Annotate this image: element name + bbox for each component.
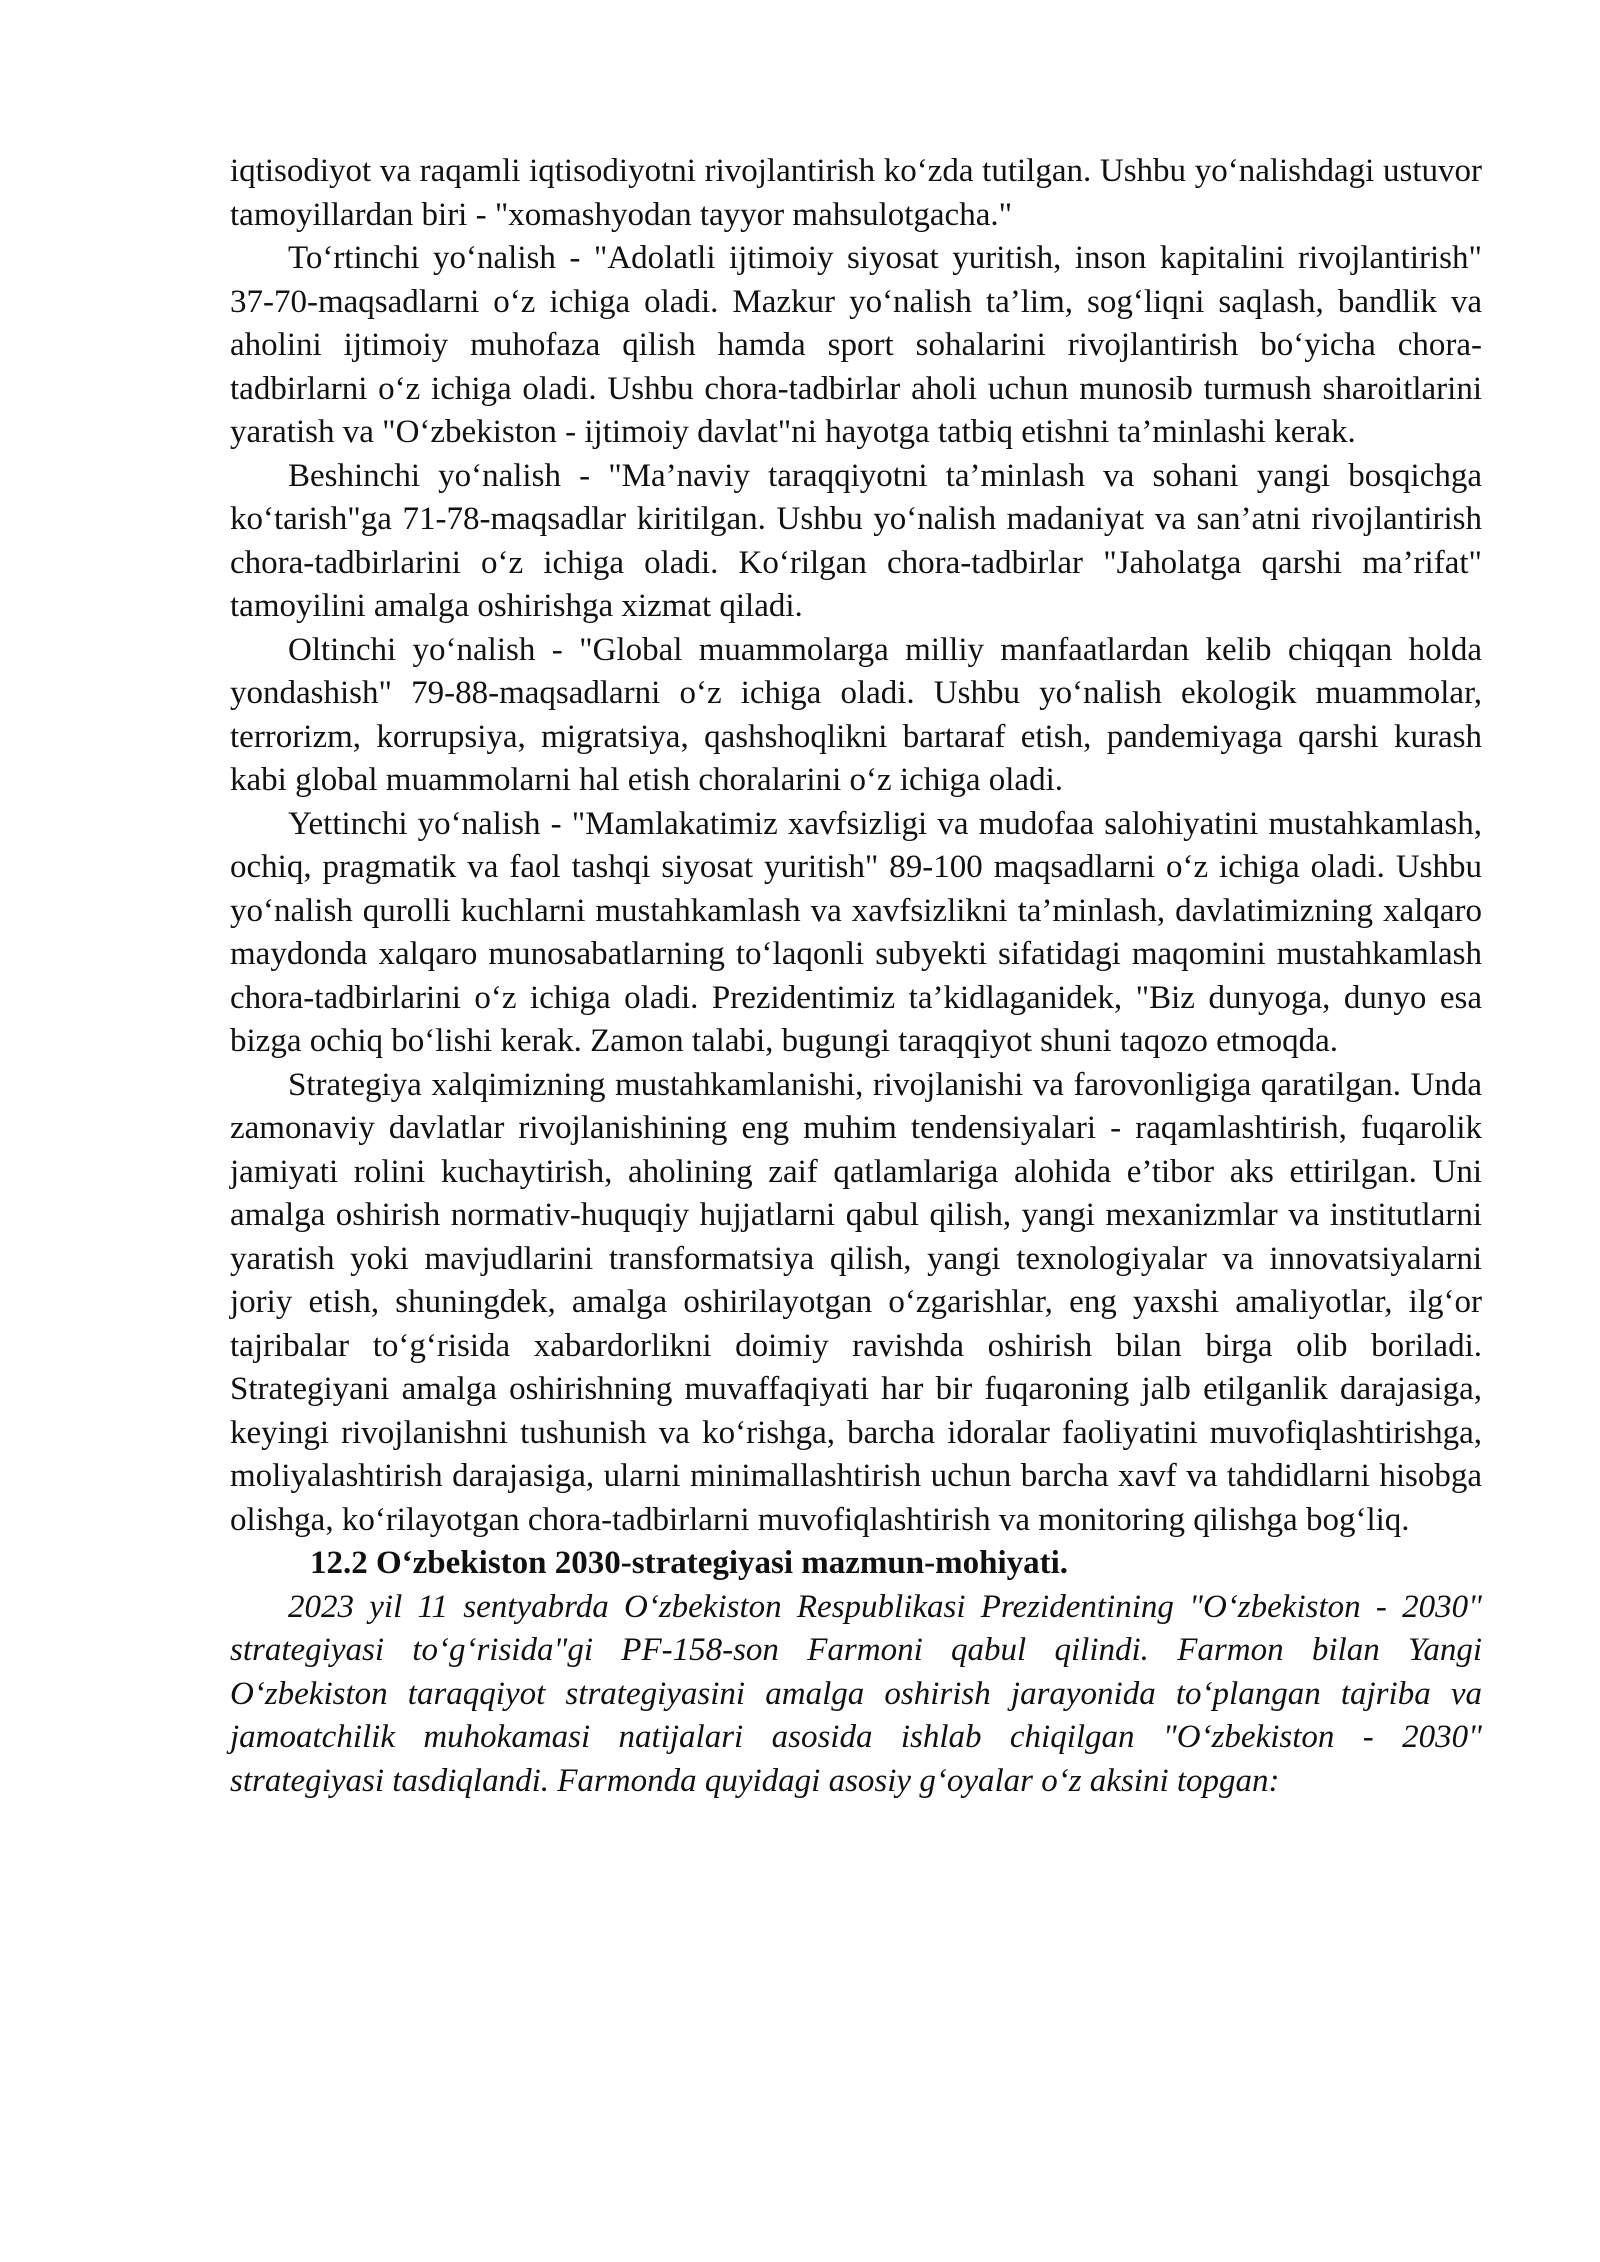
section-heading: 12.2 O‘zbekiston 2030-strategiyasi mazmun-mohiyati. <box>310 1545 1069 1581</box>
document-page <box>230 150 1482 1803</box>
paragraph-sixth-direction: Oltinchi yo‘nalish - "Global muammolarga milliy manfaatlardan kelib chiqqan holda yondashish" 79-88-maqsadlarni o‘z ichiga oladi. Ushbu yo‘nalish ekologik muammolar, terrorizm, korrupsiya, migratsiya, qashshoqlikni bartaraf etish, pandemiyaga qarshi kurash kabi global muammolarni hal etish choralarini o‘z ichiga oladi. <box>230 631 1482 798</box>
paragraph-strategy-overview: Strategiya xalqimizning mustahkamlanishi, rivojlanishi va farovonligiga qaratilgan. Unda zamonaviy davlatlar rivojlanishining eng muhim tendensiyalari - raqamlashtirish, fuqarolik jamiyati rolini kuchaytirish, aholining zaif qatlamlariga alohida e’tibor aks ettirilgan. Uni amalga oshirish normativ-huquqiy hujjatlarni qabul qilish, yangi mexanizmlar va institutlarni yaratish yoki mavjudlarini transformatsiya qilish, yangi texnologiyalar va innovatsiyalarni joriy etish, shuningdek, amalga oshirilayotgan o‘zgarishlar, eng yaxshi amaliyotlar, ilg‘or tajribalar to‘g‘risida xabardorlikni doimiy ravishda oshirish bilan birga olib boriladi. Strategiyani amalga oshirishning muvaffaqiyati har bir fuqaroning jalb etilganlik darajasiga, keyingi rivojlanishni tushunish va ko‘rishga, barcha idoralar faoliyatini muvofiqlashtirishga, moliyalashtirish darajasiga, ularni minimallashtirish uchun barcha xavf va tahdidlarni hisobga olishga, ko‘rilayotgan chora-tadbirlarni muvofiqlashtirish va monitoring qilishga bog‘liq. <box>230 1066 1482 1538</box>
paragraph-seventh-direction: Yettinchi yo‘nalish - "Mamlakatimiz xavfsizligi va mudofaa salohiyatini mustahkamlash, ochiq, pragmatik va faol tashqi siyosat yuritish" 89-100 maqsadlarni o‘z ichiga oladi. Ushbu yo‘nalish qurolli kuchlarni mustahkamlash va xavfsizlikni ta’minlash, davlatimizning xalqaro maydonda xalqaro munosabatlarning to‘laqonli subyekti sifatidagi maqomini mustahkamlash chora-tadbirlarini o‘z ichiga oladi. Prezidentimiz ta’kidlaganidek, "Biz dunyoga, dunyo esa bizga ochiq bo‘lishi kerak. Zamon talabi, bugungi taraqqiyot shuni taqozo etmoqda. <box>230 805 1482 1059</box>
paragraph-decree-italic: 2023 yil 11 sentyabrda O‘zbekiston Respublikasi Prezidentining "O‘zbekiston - 2030" strategiyasi to‘g‘risida"gi PF-158-son Farmoni qabul qilindi. Farmon bilan Yangi O‘zbekiston taraqqiyot strategiyasini amalga oshirish jarayonida to‘plangan tajriba va jamoatchilik muhokamasi natijalari asosida ishlab chiqilgan "O‘zbekiston - 2030" strategiyasi tasdiqlandi. Farmonda quyidagi asosiy g‘oyalar o‘z aksini topgan: <box>230 1588 1482 1799</box>
paragraph-digital-economy: iqtisodiyot va raqamli iqtisodiyotni rivojlantirish ko‘zda tutilgan. Ushbu yo‘nalishdagi ustuvor tamoyillardan biri - "xomashyodan tayyor mahsulotgacha." <box>230 153 1482 233</box>
paragraph-fourth-direction: To‘rtinchi yo‘nalish - "Adolatli ijtimoiy siyosat yuritish, inson kapitalini rivojlantirish" 37-70-maqsadlarni o‘z ichiga oladi. Mazkur yo‘nalish ta’lim, sog‘liqni saqlash, bandlik va aholini ijtimoiy muhofaza qilish hamda sport sohalarini rivojlantirish bo‘yicha chora-tadbirlarni o‘z ichiga oladi. Ushbu chora-tadbirlar aholi uchun munosib turmush sharoitlarini yaratish va "O‘zbekiston - ijtimoiy davlat"ni hayotga tatbiq etishni ta’minlashi kerak. <box>230 240 1482 450</box>
paragraph-fifth-direction: Beshinchi yo‘nalish - "Ma’naviy taraqqiyotni ta’minlash va sohani yangi bosqichga ko‘tarish"ga 71-78-maqsadlar kiritilgan. Ushbu yo‘nalish madaniyat va san’atni rivojlantirish chora-tadbirlarini o‘z ichiga oladi. Ko‘rilgan chora-tadbirlar "Jaholatga qarshi ma’rifat" tamoyilini amalga oshirishga xizmat qiladi. <box>230 457 1482 624</box>
